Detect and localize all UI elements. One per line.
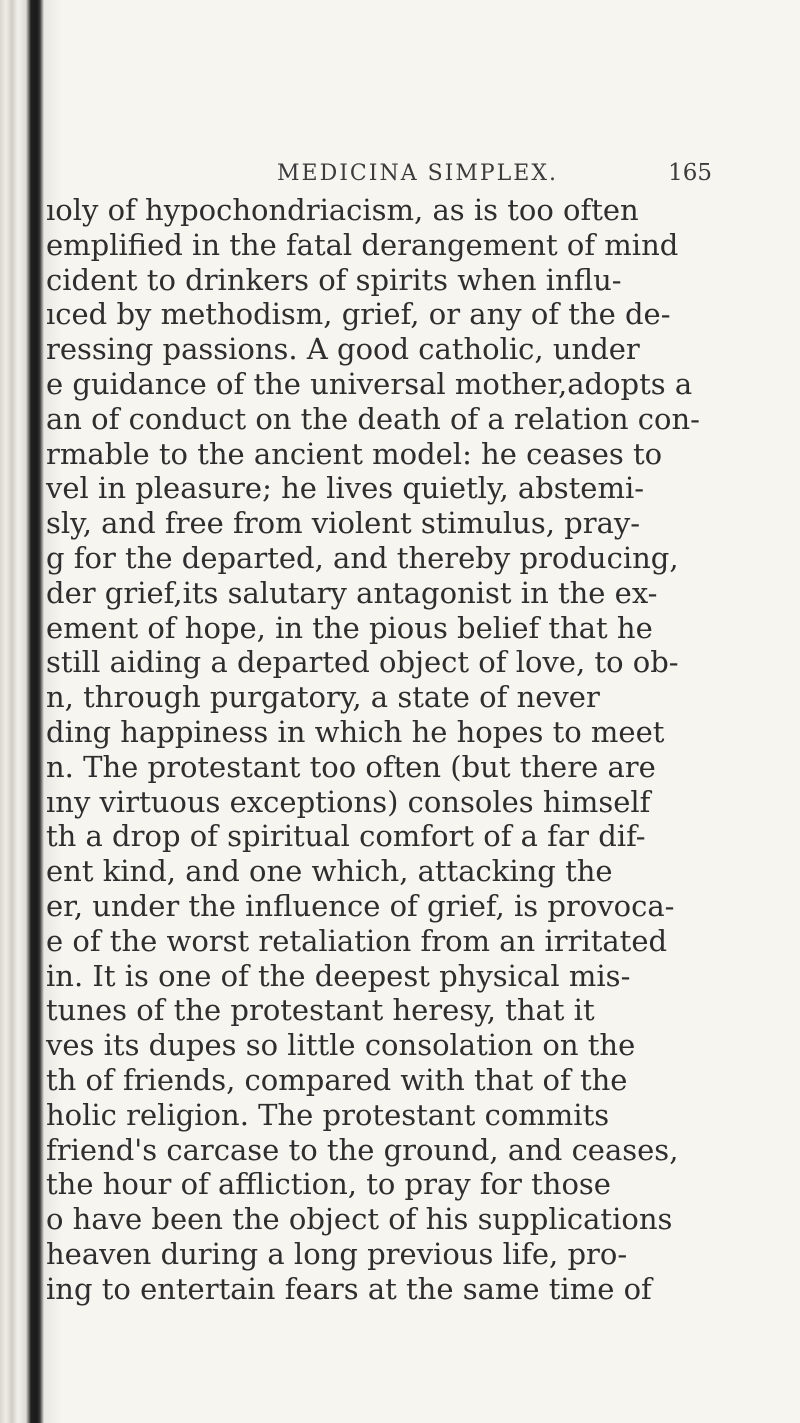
book-page <box>42 0 800 1423</box>
text-line: heaven during a long previous life, pro- <box>46 1236 628 1271</box>
running-title: MEDICINA SIMPLEX. <box>277 161 558 186</box>
text-line: sly, and free from violent stimulus, pray- <box>46 506 641 541</box>
text-line: ves its dupes so little consolation on the <box>46 1028 636 1063</box>
text-line: rmable to the ancient model: he ceases to <box>46 436 663 471</box>
text-line: der grief,its salutary antagonist in the ex- <box>46 575 658 610</box>
text-line: cident to drinkers of spirits when influ- <box>46 262 622 297</box>
text-line: ement of hope, in the pious belief that he <box>46 610 653 645</box>
text-line: e guidance of the universal mother,adopts a <box>46 366 693 401</box>
text-line: holic religion. The protestant commits <box>46 1097 610 1132</box>
text-line: the hour of affliction, to pray for those <box>46 1167 611 1202</box>
text-line: ressing passions. A good catholic, under <box>46 332 640 367</box>
text-line: g for the departed, and thereby producing, <box>46 540 679 575</box>
text-line: ıoly of hypochondriacism, as is too often <box>46 193 639 227</box>
text-line: emplified in the fatal derangement of mind <box>46 227 679 262</box>
text-line: tunes of the protestant heresy, that it <box>46 993 595 1028</box>
text-line: vel in pleasure; he lives quietly, abstemi- <box>46 471 645 506</box>
text-line: e of the worst retaliation from an irritated <box>46 923 668 958</box>
text-line: ing to entertain fears at the same time of <box>46 1271 652 1306</box>
text-line: ding happiness in which he hopes to meet <box>46 714 665 749</box>
running-head <box>232 160 712 186</box>
text-line: still aiding a departed object of love, to ob- <box>46 645 679 680</box>
text-line: an of conduct on the death of a relation con- <box>46 401 700 436</box>
body-text <box>46 193 800 1307</box>
text-line: er, under the influence of grief, is provoca- <box>46 888 675 923</box>
text-line: ıny virtuous exceptions) consoles himself <box>46 784 651 819</box>
text-line: ent kind, and one which, attacking the <box>46 854 613 889</box>
text-line: th a drop of spiritual comfort of a far dif- <box>46 819 646 854</box>
text-line: th of friends, compared with that of the <box>46 1062 628 1097</box>
text-line: o have been the object of his supplications <box>46 1202 673 1237</box>
text-line: in. It is one of the deepest physical mis- <box>46 958 631 993</box>
text-line: ıced by methodism, grief, or any of the de- <box>46 297 671 332</box>
text-line: n. The protestant too often (but there are <box>46 749 656 784</box>
page-number: 165 <box>668 160 712 186</box>
text-line: n, through purgatory, a state of never <box>46 680 600 715</box>
text-line: friend's carcase to the ground, and ceases, <box>46 1132 679 1167</box>
